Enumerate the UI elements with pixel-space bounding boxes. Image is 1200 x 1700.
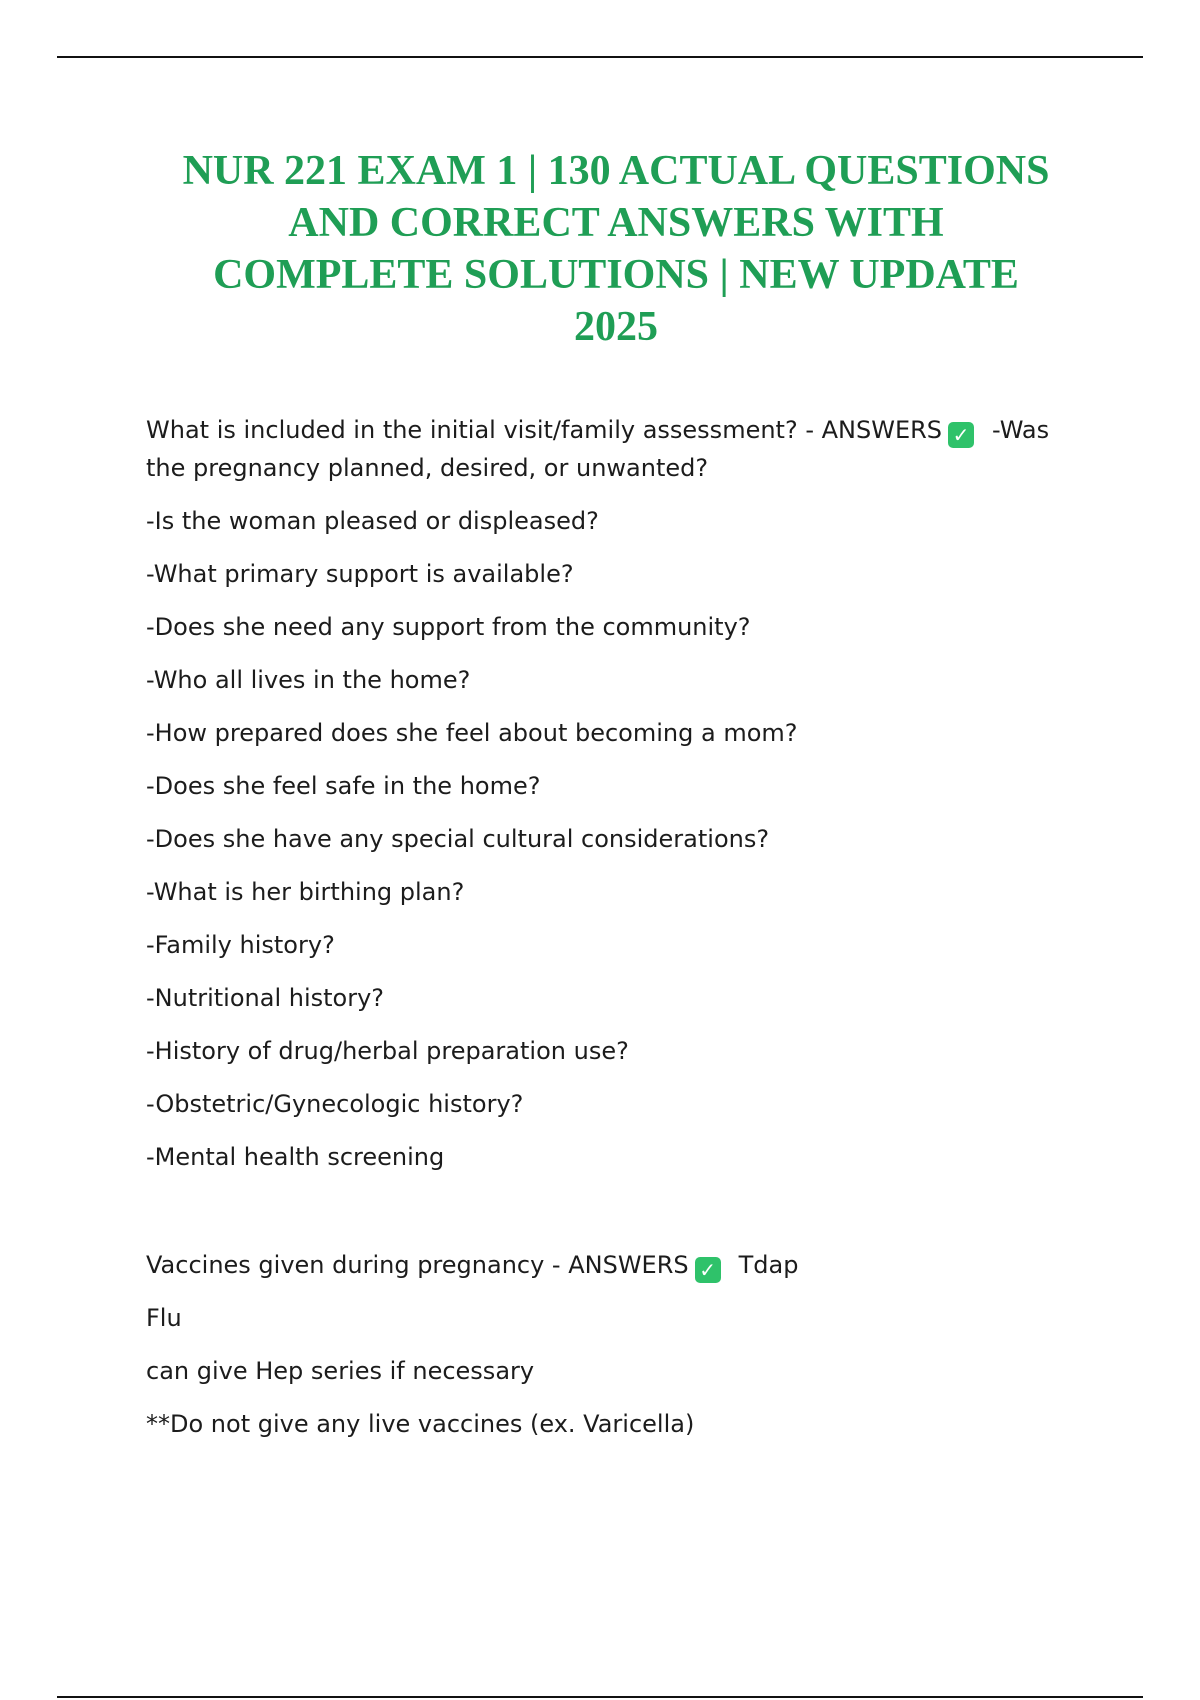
bottom-rule — [57, 1696, 1143, 1698]
answer-line: -How prepared does she feel about becoming a mom? — [146, 719, 798, 747]
checkmark-icon: ✓ — [948, 422, 974, 448]
qa-item — [146, 411, 1086, 1176]
document-title — [120, 145, 1112, 353]
question-line — [146, 411, 1086, 487]
title-line: 2025 — [574, 304, 658, 350]
answer-line: can give Hep series if necessary — [146, 1357, 535, 1385]
answer-line: -Does she feel safe in the home? — [146, 772, 541, 800]
question-line — [146, 1246, 1086, 1284]
answer-line: -Mental health screening — [146, 1143, 445, 1171]
answer-line: -What is her birthing plan? — [146, 878, 465, 906]
answer-line: **Do not give any live vaccines (ex. Varicella) — [146, 1410, 695, 1438]
answer-line: -Nutritional history? — [146, 984, 385, 1012]
top-rule — [57, 56, 1143, 58]
answer-line: -Does she need any support from the community? — [146, 613, 751, 641]
answer-line: -Obstetric/Gynecologic history? — [146, 1090, 524, 1118]
title-line: AND CORRECT ANSWERS WITH — [288, 200, 944, 246]
title-line: NUR 221 EXAM 1 | 130 ACTUAL QUESTIONS — [182, 148, 1050, 194]
answer-line: -Is the woman pleased or displeased? — [146, 507, 599, 535]
checkmark-icon: ✓ — [695, 1257, 721, 1283]
title-line: COMPLETE SOLUTIONS | NEW UPDATE — [213, 252, 1019, 298]
question-text: What is included in the initial visit/family assessment? - ANSWERS — [146, 416, 943, 444]
answer-line: -History of drug/herbal preparation use? — [146, 1037, 629, 1065]
answer-line: Flu — [146, 1304, 182, 1332]
qa-item — [146, 1246, 1086, 1443]
answer-line: -What primary support is available? — [146, 560, 574, 588]
question-text: Vaccines given during pregnancy - ANSWERS — [146, 1251, 689, 1279]
answer-line: -Does she have any special cultural considerations? — [146, 825, 770, 853]
answer-line: -Who all lives in the home? — [146, 666, 471, 694]
qa-content — [146, 411, 1086, 1458]
answer-text: Tdap — [738, 1251, 799, 1279]
answer-text: -Was the pregnancy planned, desired, or unwanted? — [146, 416, 1050, 482]
answer-line: -Family history? — [146, 931, 335, 959]
